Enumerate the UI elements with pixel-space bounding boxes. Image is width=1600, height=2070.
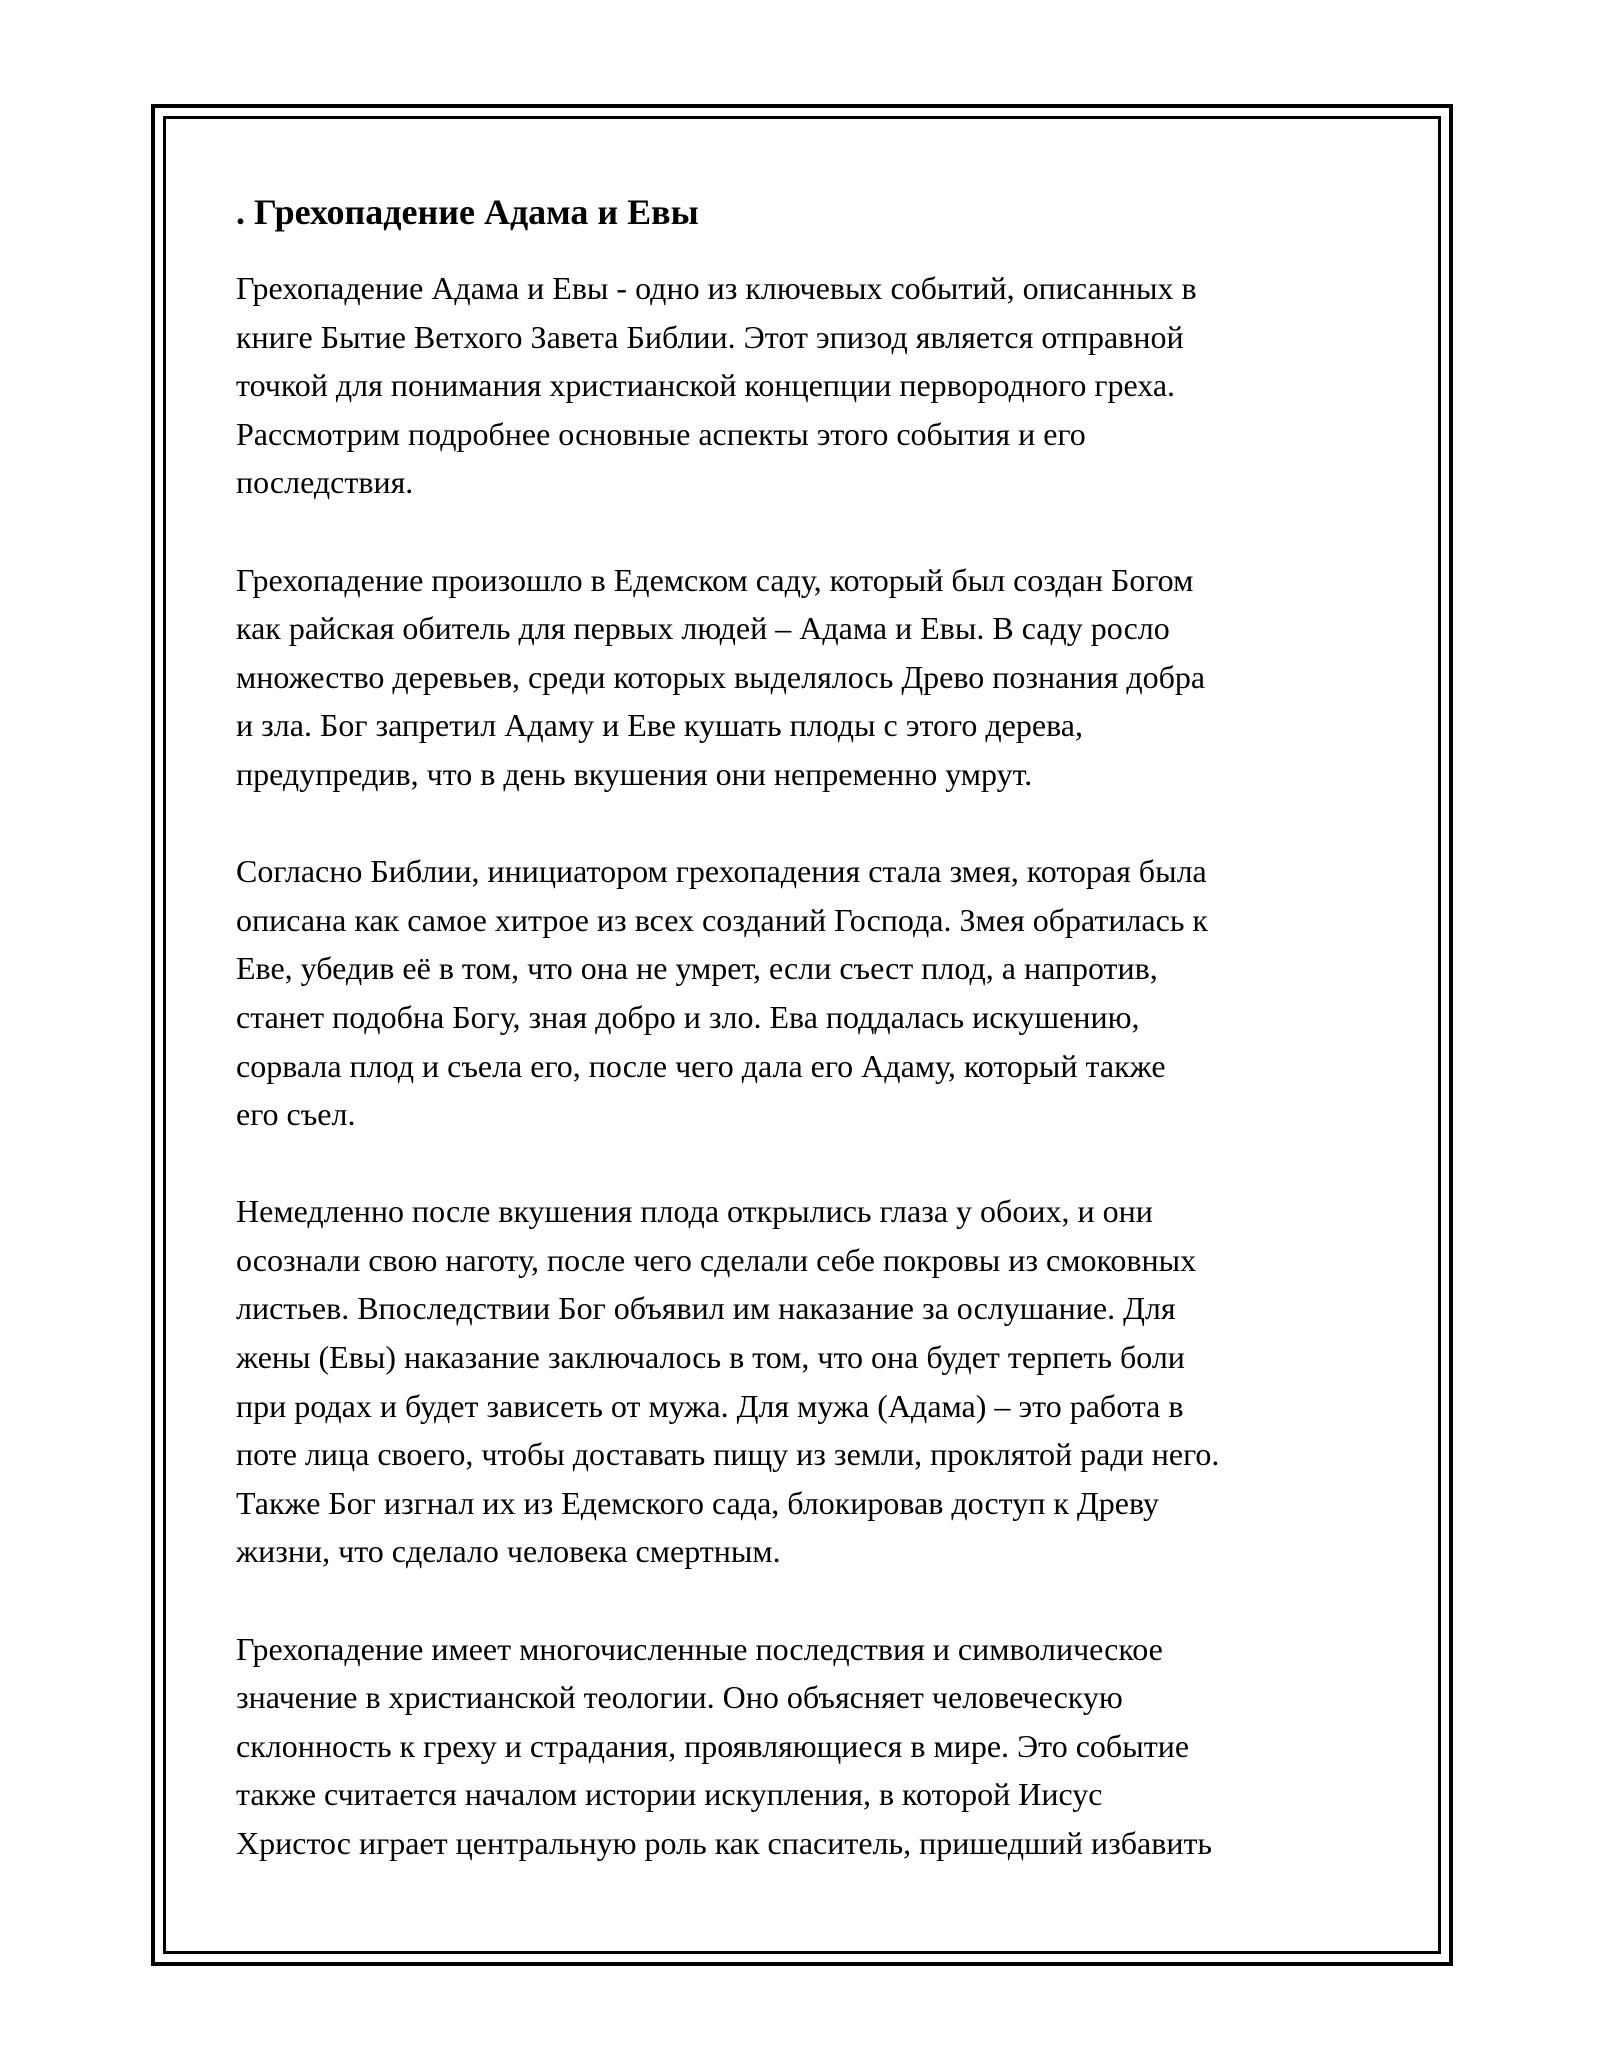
paragraph-intro: Грехопадение Адама и Евы - одно из ключевых событий, описанных в книге Бытие Ветхого Завета Библии. Этот эпизод является отправной точкой для понимания христианской концепции первородного греха. Рассмотрим подробнее основные аспекты этого события и его последствия. <box>236 270 1197 501</box>
paragraph-eden: Грехопадение произошло в Едемском саду, который был создан Богом как райская обитель для первых людей – Адама и Евы. В саду росло множество деревьев, среди которых выделялось Древо познания добра и зла. Бог запретил Адаму и Еве кушать плоды с этого дерева, предупредив, что в день вкушения они непременно умрут. <box>236 561 1206 792</box>
document-title: . Грехопадение Адама и Евы <box>236 192 699 232</box>
paragraph-serpent: Согласно Библии, инициатором грехопадения стала змея, которая была описана как самое хитрое из всех созданий Господа. Змея обратилась к Еве, убедив её в том, что она не умрет, если съест плод, а напротив, станет подобна Богу, зная добро и зло. Ева поддалась искушению, сорвала плод и съела его, после чего дала его Адаму, который также его съел. <box>236 853 1208 1133</box>
document-body <box>236 190 1376 1916</box>
paragraph-punishment: Немедленно после вкушения плода открылись глаза у обоих, и они осознали свою наготу, после чего сделали себе покровы из смоковных листьев. Впоследствии Бог объявил им наказание за ослушание. Для жены (Евы) наказание заключалось в том, что она будет терпеть боли при родах и будет зависеть от мужа. Для мужа (Адама) – это работа в поте лица своего, чтобы доставать пищу из земли, проклятой ради него. Также Бог изгнал их из Едемского сада, блокировав доступ к Древу жизни, что сделало человека смертным. <box>236 1193 1220 1570</box>
paragraph-consequences: Грехопадение имеет многочисленные последствия и символическое значение в христианской теологии. Оно объясняет человеческую склонность к греху и страдания, проявляющиеся в мире. Это событие также считается началом истории искупления, в которой Иисус Христос играет центральную роль как спаситель, пришедший избавить <box>236 1630 1213 1861</box>
